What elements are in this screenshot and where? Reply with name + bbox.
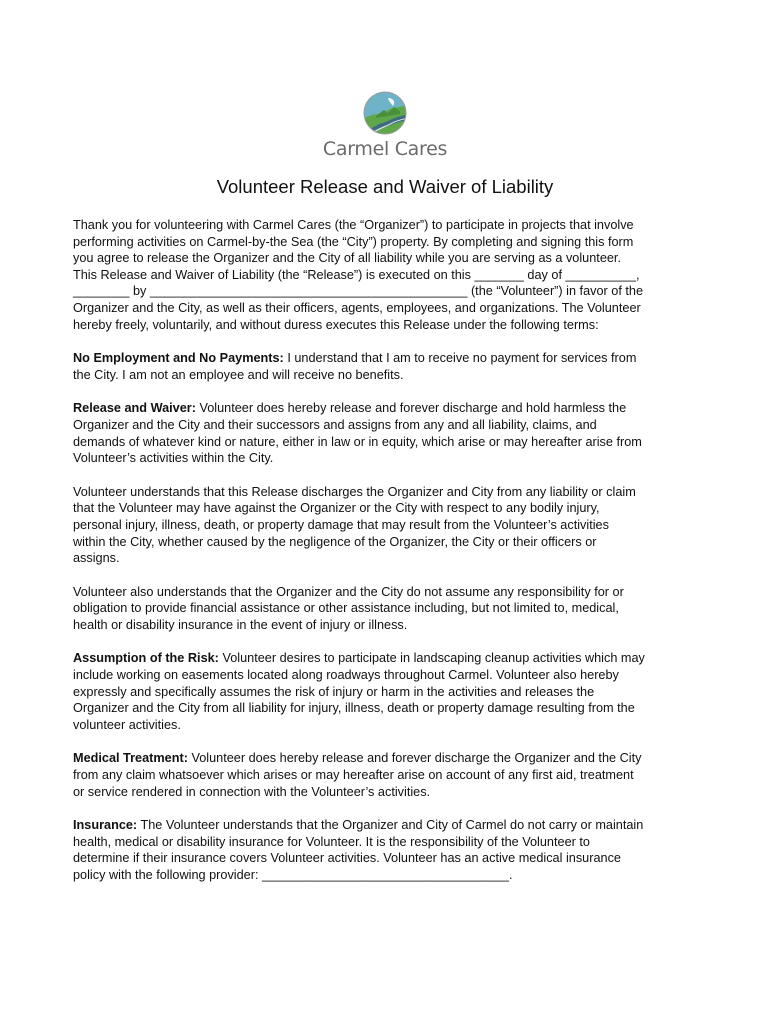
intro-line: you agree to release the Organizer and the City of all liability while you are serving as a volunteer.: [73, 251, 621, 266]
logo-wordmark: Carmel Cares: [322, 138, 448, 160]
section-first-line: [73, 817, 699, 834]
section-medical-treatment: [73, 750, 699, 800]
section-line: within the City, whether caused by the negligence of the Organizer, the City or their officers or: [73, 534, 597, 549]
intro-line: ________ by _____________________________________________ (the “Volunteer”) in favor of the: [73, 284, 644, 299]
section-line: determine if their insurance covers Volunteer activities. Volunteer has an active medical insurance: [73, 851, 621, 866]
section-first-line: Volunteer understands that this Release discharges the Organizer and City from any liability or claim: [73, 484, 636, 499]
document-title: Volunteer Release and Waiver of Liability: [216, 176, 554, 197]
section-assumption-of-risk: [73, 650, 699, 733]
carmel-cares-logo-icon: [362, 90, 408, 136]
section-text: The Volunteer understands that the Organizer and City of Carmel do not carry or maintain: [137, 818, 644, 833]
section-line: personal injury, illness, death, or property damage that may result from the Volunteer’s activities: [73, 517, 609, 532]
section-text: Volunteer does hereby release and forever discharge and hold harmless the: [195, 401, 627, 416]
section-first-line: [73, 650, 699, 667]
carmel-cares-logo: [0, 90, 770, 160]
section-heading: Insurance:: [73, 818, 138, 833]
intro-line: Thank you for volunteering with Carmel Cares (the “Organizer”) to participate in projects that involve: [73, 218, 634, 232]
section-line: include working on easements located along roadways throughout Carmel. Volunteer also hereby: [73, 668, 619, 683]
section-heading: Release and Waiver:: [73, 401, 196, 416]
section-first-line: [73, 400, 699, 417]
section-no-responsibility: [73, 584, 699, 634]
document-body: [73, 217, 699, 901]
section-heading: Assumption of the Risk:: [73, 651, 219, 666]
section-line: volunteer activities.: [73, 717, 181, 732]
section-heading: Medical Treatment:: [73, 751, 188, 766]
section-line: expressly and specifically assumes the risk of injury or harm in the activities and releases the: [73, 684, 595, 699]
section-first-line: Volunteer also understands that the Organizer and the City do not assume any responsibility for or: [73, 584, 624, 599]
section-line: Organizer and the City from all liability for injury, illness, death or property damage resulting from the: [73, 701, 635, 716]
section-line: health, medical or disability insurance for Volunteer. It is the responsibility of the Volunteer to: [73, 834, 590, 849]
intro-line: hereby freely, voluntarily, and without duress executes this Release under the following terms:: [73, 317, 599, 332]
section-text: Volunteer desires to participate in landscaping cleanup activities which may: [218, 651, 645, 666]
section-insurance: [73, 817, 699, 883]
section-text: I understand that I am to receive no payment for services from: [283, 351, 637, 366]
intro-line: This Release and Waiver of Liability (the “Release”) is executed on this _______ day of __________,: [73, 267, 640, 282]
section-line: health or disability insurance in the event of injury or illness.: [73, 617, 408, 632]
section-line: obligation to provide financial assistance or other assistance including, but not limited to, medical,: [73, 601, 619, 616]
section-first-line: [73, 350, 699, 367]
section-no-employment: [73, 350, 699, 383]
section-text: Volunteer does hereby release and forever discharge the Organizer and the City: [187, 751, 642, 766]
intro-paragraph: [73, 217, 699, 333]
section-heading: No Employment and No Payments:: [73, 351, 284, 366]
intro-line: Organizer and the City, as well as their officers, agents, employees, and organizations. The Volunteer: [73, 300, 641, 315]
section-line: or service rendered in connection with the Volunteer’s activities.: [73, 784, 431, 799]
section-release-waiver: [73, 400, 699, 466]
section-line: Volunteer’s activities within the City.: [73, 451, 274, 466]
section-release-discharge: [73, 484, 699, 567]
section-line: the City. I am not an employee and will receive no benefits.: [73, 367, 404, 382]
section-line: demands of whatever kind or nature, either in law or in equity, which arise or may hereafter arise from: [73, 434, 642, 449]
intro-line: performing activities on Carmel-by-the Sea (the “City”) property. By completing and signing this form: [73, 234, 634, 249]
section-line: Organizer and the City and their successors and assigns from any and all liability, claims, and: [73, 417, 597, 432]
section-first-line: [73, 750, 699, 767]
section-line: assigns.: [73, 551, 120, 566]
section-line: from any claim whatsoever which arises or may hereafter arise on account of any first aid, treatment: [73, 768, 634, 783]
section-line: that the Volunteer may have against the Organizer or the City with respect to any bodily injury,: [73, 501, 600, 516]
section-line: policy with the following provider: ___________________________________.: [73, 868, 513, 882]
